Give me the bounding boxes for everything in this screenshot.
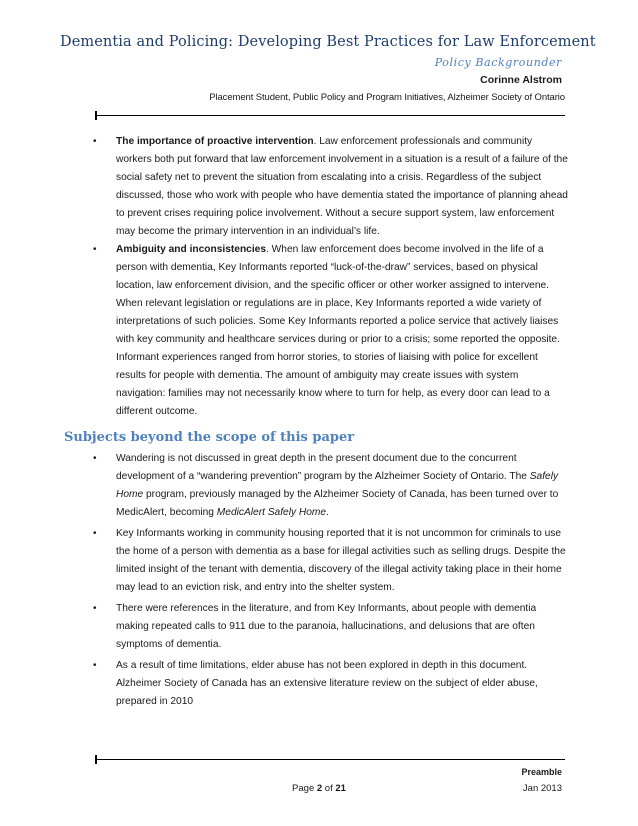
list-item <box>0 133 638 241</box>
total-pages: 21 <box>335 783 346 794</box>
bullet-icon: • <box>93 660 97 671</box>
bullet-icon: • <box>93 528 97 539</box>
document-title: Dementia and Policing: Developing Best Practices for Law Enforcement <box>60 34 596 50</box>
list-item <box>0 600 638 654</box>
item-text: As a result of time limitations, elder abuse has not been explored in depth in this document. Alzheimer Society of Canada has an extensive literature review on the subject of elder abuse, prepared in 2010 <box>116 660 538 707</box>
item-text: Key Informants working in community housing reported that it is not uncommon for criminals to use the home of a person with dementia as a base for illegal activities such as selling drugs. Despite the limited insight of the tenant with dementia, discovery of the illegal activity taking place in their home may lead to an eviction risk, and entry into the shelter system. <box>116 528 566 593</box>
item-text: There were references in the literature, and from Key Informants, about people with dementia making repeated calls to 911 due to the paranoia, hallucinations, and delusions that are often symptoms of dementia. <box>116 603 537 650</box>
section-heading: Subjects beyond the scope of this paper <box>64 430 355 445</box>
item-text: program, previously managed by the Alzheimer Society of Canada, has been turned over to MedicAlert, becoming <box>116 489 559 518</box>
item-text: Wandering is not discussed in great depth in the present document due to the concurrent development of a “wandering prevention” program by the Alzheimer Society of Ontario. The <box>116 453 530 482</box>
page-of: of <box>322 783 336 794</box>
item-text: . Law enforcement professionals and community workers both put forward that law enforcement involvement in a situation is a result of a failure of the social safety net to prevent the situation from escalating into a crisis. Regardless of the subject discussed, those who work with people who have dementia stated the importance of planning ahead to prevent crises requiring police involvement. Without a secure support system, law enforcement may become the primary intervention in an individual’s life. <box>116 136 568 237</box>
bullet-icon: • <box>93 136 97 147</box>
author-role: Placement Student, Public Policy and Program Initiatives, Alzheimer Society of Ontario <box>209 92 565 103</box>
item-emphasis: MedicAlert Safely Home <box>216 507 327 518</box>
findings-list <box>0 133 638 421</box>
list-item <box>0 241 638 421</box>
page-label: Page <box>292 783 317 794</box>
item-lead: The importance of proactive intervention <box>116 136 314 147</box>
body-content <box>0 133 638 711</box>
list-item <box>0 657 638 711</box>
list-item <box>0 525 638 597</box>
scope-list <box>0 450 638 711</box>
item-text: . When law enforcement does become involved in the life of a person with dementia, Key Informants reported “luck-of-the-draw” services, based on physical location, law enforcement division, and the specific officer or other worker assigned to intervene. When relevant legislation or regulations are in place, Key Informants reported a wide variety of interpretations of such policies. Some Key Informants reported a police service that actively liaises with key community and healthcare services during or prior to a crisis; some reported the opposite. Informant experiences ranged from horror stories, to stories of liaising with police for excellent results for people with dementia. The amount of ambiguity may create issues with system navigation: families may not necessarily know where to turn for help, as every door can lead to a different outcome. <box>116 244 560 417</box>
footer-rule-tick <box>95 755 97 764</box>
header-rule-tick <box>95 111 97 120</box>
list-item <box>0 450 638 522</box>
current-page: 2 <box>316 783 323 794</box>
item-lead: Ambiguity and inconsistencies <box>116 244 267 255</box>
item-text: . <box>326 507 329 518</box>
bullet-icon: • <box>93 453 97 464</box>
bullet-icon: • <box>93 603 97 614</box>
footer-rule <box>95 759 565 760</box>
item-emphasis: Safely Home <box>116 471 559 500</box>
bullet-icon: • <box>93 244 97 255</box>
document-subtitle: Policy Backgrounder <box>434 56 562 69</box>
header-rule <box>95 115 565 116</box>
footer-date: Jan 2013 <box>522 783 562 794</box>
footer-section-name: Preamble <box>521 767 562 777</box>
author-name: Corinne Alstrom <box>480 74 562 86</box>
